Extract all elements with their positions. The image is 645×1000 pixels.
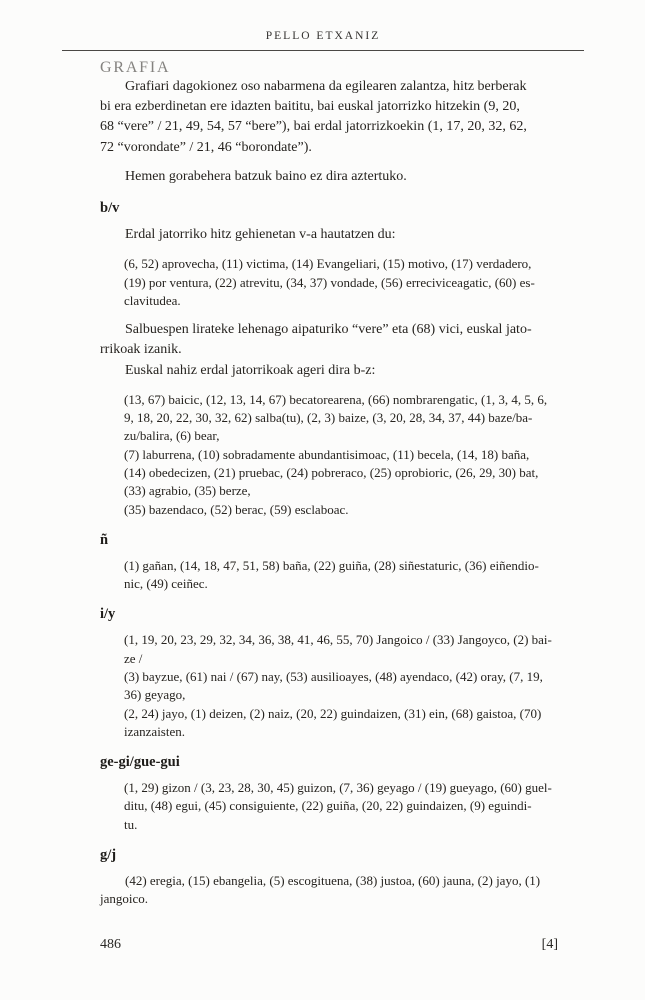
section-heading: i/y — [100, 606, 116, 623]
text-line: (42) eregia, (15) ebangelia, (5) escogituena, (38) justoa, (60) jauna, (2) jayo, (1) — [125, 873, 541, 889]
text-line: Salbuespen lirateke lehenago aipaturiko “vere” eta (68) vici, euskal jato- — [125, 322, 532, 338]
text-line: (6, 52) aprovecha, (11) victima, (14) Evangeliari, (15) motivo, (17) verdadero, — [124, 256, 532, 272]
page-footer — [100, 937, 558, 953]
text-line: (14) obedecizen, (21) pruebac, (24) pobreraco, (25) oprobioric, (26, 29, 30) bat, — [124, 464, 539, 480]
text-line: Euskal nahiz erdal jatorrikoak ageri dira b-z: — [125, 362, 376, 378]
text-line: 9, 18, 20, 22, 30, 32, 62) salba(tu), (2, 3) baize, (3, 20, 28, 34, 37, 44) baze/ba- — [124, 410, 533, 426]
text-block — [100, 59, 558, 909]
quote-block — [124, 779, 558, 834]
text-line: 36) geyago, — [124, 687, 186, 703]
text-line: jangoico. — [100, 891, 149, 907]
running-header — [62, 26, 584, 51]
text-line: clavitudea. — [124, 292, 181, 308]
text-line: ze / — [124, 650, 143, 666]
content-sections — [100, 77, 558, 909]
paragraph — [100, 361, 558, 381]
text-line: ditu, (48) egui, (45) consiguiente, (22) guiña, (20, 22) guindaizen, (9) eguindi- — [124, 798, 532, 814]
page-number: 486 — [100, 937, 121, 952]
text-line: Erdal jatorriko hitz gehienetan v-a hautatzen du: — [125, 227, 396, 243]
paragraph — [100, 77, 558, 158]
text-line: 68 “vere” / 21, 49, 54, 57 “bere”), bai erdal jatorrizkoekin (1, 17, 20, 32, 62, — [100, 119, 527, 135]
page-title: GRAFIA — [100, 59, 171, 76]
quote-block — [100, 872, 558, 909]
quote-block — [124, 631, 558, 741]
section-heading: ge-gi/gue-gui — [100, 754, 180, 771]
text-line: (35) bazendaco, (52) berac, (59) esclaboac. — [124, 501, 349, 517]
text-line: (19) por ventura, (22) atrevitu, (34, 37) vondade, (56) erreciviceagatic, (60) es- — [124, 274, 535, 290]
running-header-text: PELLO ETXANIZ — [265, 30, 381, 42]
quote-block — [124, 557, 558, 594]
text-line: nic, (49) ceiñec. — [124, 576, 208, 592]
text-line: Grafiari dagokionez oso nabarmena da egilearen zalantza, hitz berberak — [125, 79, 527, 94]
text-line: izanzaisten. — [124, 723, 185, 739]
section-heading: b/v — [100, 200, 120, 217]
quote-block — [124, 255, 558, 310]
paragraph — [100, 225, 558, 245]
text-line: (1, 19, 20, 23, 29, 32, 34, 36, 38, 41, 46, 55, 70) Jangoico / (33) Jangoyco, (2) bai- — [124, 632, 552, 648]
quote-block — [124, 391, 558, 519]
section-heading: g/j — [100, 847, 117, 864]
section-heading: ñ — [100, 531, 109, 548]
text-line: rrikoak izanik. — [100, 342, 182, 358]
text-line: Hemen gorabehera batzuk baino ez dira aztertuko. — [125, 168, 407, 184]
text-line: (1, 29) gizon / (3, 23, 28, 30, 45) guizon, (7, 36) geyago / (19) gueyago, (60) guel- — [124, 780, 552, 796]
text-line: zu/balira, (6) bear, — [124, 428, 220, 444]
paragraph — [100, 167, 558, 187]
text-line: (33) agrabio, (35) berze, — [124, 483, 251, 499]
text-line: bi era ezberdinetan ere idazten baititu, bai euskal jatorrizko hitzekin (9, 20, — [100, 99, 520, 115]
text-line: tu. — [124, 816, 138, 832]
text-line: (7) laburrena, (10) sobradamente abundantisimoac, (11) becela, (14, 18) baña, — [124, 446, 530, 462]
text-line: 72 “vorondate” / 21, 46 “borondate”). — [100, 139, 312, 155]
text-line: (3) bayzue, (61) nai / (67) nay, (53) ausilioayes, (48) ayendaco, (42) oray, (7, 19, — [124, 668, 543, 684]
text-line: (1) gañan, (14, 18, 47, 51, 58) baña, (22) guiña, (28) siñestaturic, (36) eiñendio- — [124, 557, 539, 573]
folio-number: [4] — [541, 937, 558, 952]
text-line: (2, 24) jayo, (1) deizen, (2) naiz, (20, 22) guindaizen, (31) ein, (68) gaistoa, (70) — [124, 705, 542, 721]
text-line: (13, 67) baicic, (12, 13, 14, 67) becatorearena, (66) nombrarengatic, (1, 3, 4, 5, 6, — [124, 391, 548, 407]
paragraph — [100, 320, 558, 360]
